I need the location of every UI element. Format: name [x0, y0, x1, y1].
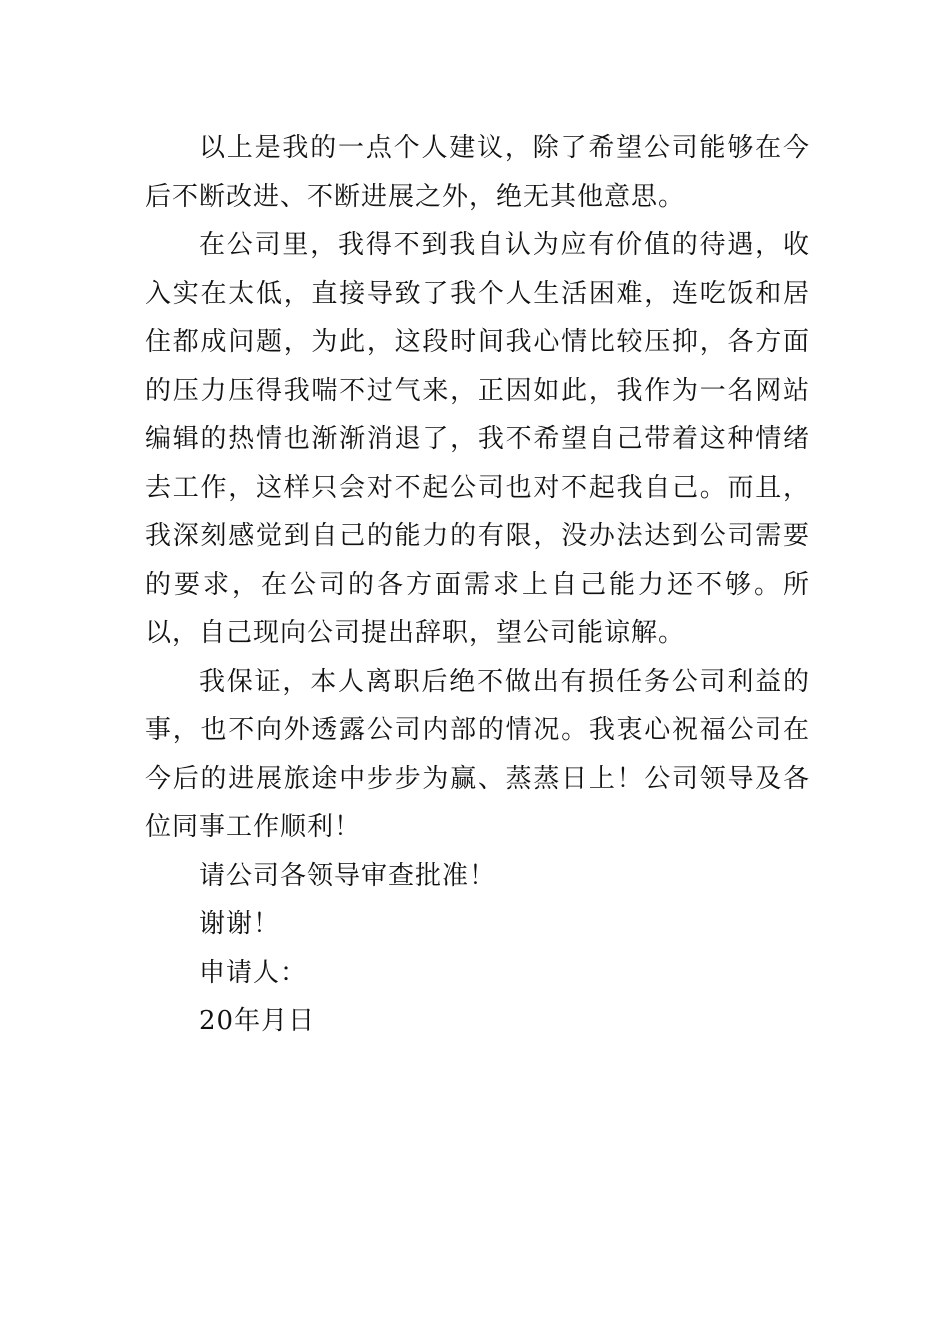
paragraph-suggestion: 以上是我的一点个人建议，除了希望公司能够在今后不断改进、不断进展之外，绝无其他意思。 — [145, 133, 810, 212]
paragraph-pledge: 我保证，本人离职后绝不做出有损任务公司利益的事，也不向外透露公司内部的情况。我衷心祝福公司在今后的进展旅途中步步为赢、蒸蒸日上！公司领导及各位同事工作顺利！ — [145, 666, 810, 842]
approval-request: 请公司各领导审查批准！ — [199, 860, 497, 891]
letter-body — [145, 124, 810, 1046]
applicant-line: 申请人： — [199, 957, 308, 988]
paragraph-resignation-reason: 在公司里，我得不到我自认为应有价值的待遇，收入实在太低，直接导致了我个人生活困难，连吃饭和居住都成问题，为此，这段时间我心情比较压抑，各方面的压力压得我喘不过气来，正因如此，我作为一名网站编辑的热情也渐渐消退了，我不希望自己带着这种情绪去工作，这样只会对不起公司也对不起我自己。而且，我深刻感觉到自己的能力的有限，没办法达到公司需要的要求，在公司的各方面需求上自己能力还不够。所以，自己现向公司提出辞职，望公司能谅解。 — [145, 230, 810, 648]
date-line: 20年月日 — [199, 1006, 316, 1036]
thanks-line: 谢谢！ — [199, 909, 281, 939]
